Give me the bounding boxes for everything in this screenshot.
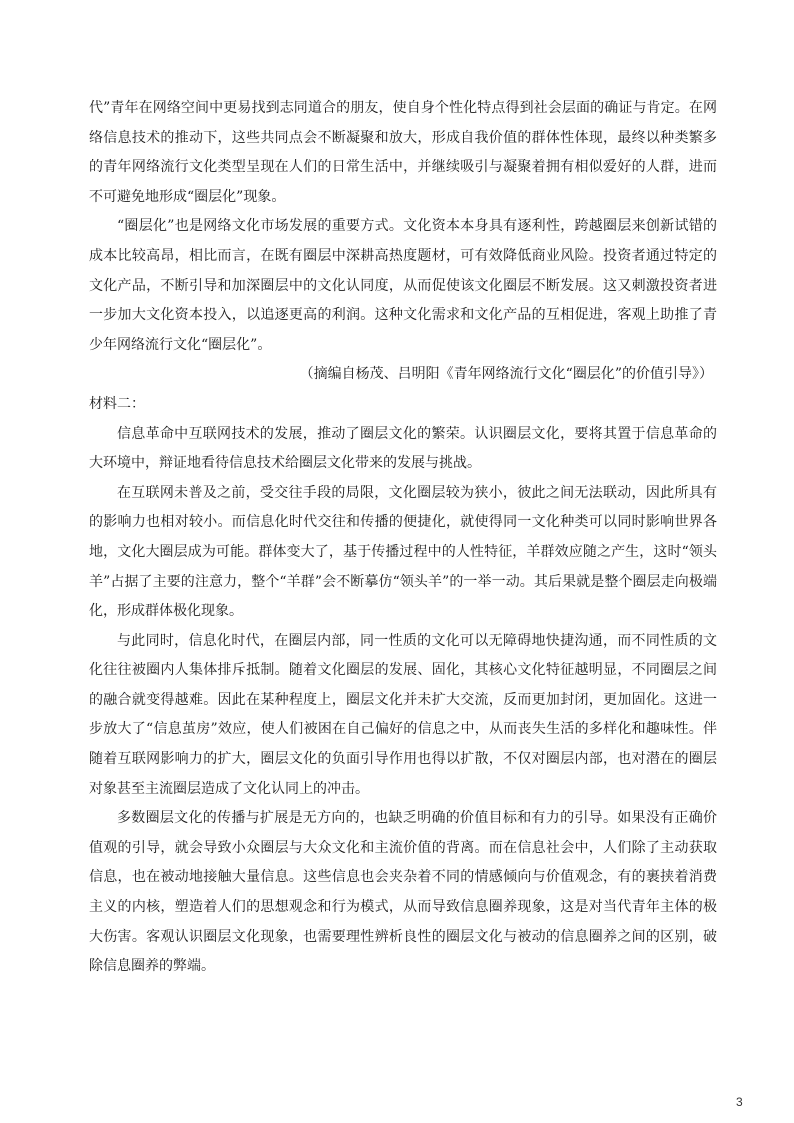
paragraph-continued: 代”青年在网络空间中更易找到志同道合的朋友，使自身个性化特点得到社会层面的确证与肯定。在网络信息技术的推动下，这些共同点会不断凝聚和放大，形成自我价值的群体性体现，最终以种类繁多的青年网络流行文化类型呈现在人们的日常生活中，并继续吸引与凝聚着拥有相似爱好的人群，进而不可避免地形成“圈层化”现象。 bbox=[89, 100, 717, 205]
material-two-label: 材料二： bbox=[89, 395, 145, 412]
page-number: 3 bbox=[736, 1095, 743, 1109]
paragraph-guidance: 多数圈层文化的传播与扩展是无方向的，也缺乏明确的价值目标和有力的引导。如果没有正确价值观的引导，就会导致小众圈层与大众文化和主流价值的背离。而在信息社会中，人们除了主动获取信息，也在被动地接触大量信息。这些信息也会夹杂着不同的情感倾向与价值观念，有的裹挟着消费主义的内核，塑造着人们的思想观念和行为模式，从而导致信息圈养现象，这是对当代青年主体的极大伤害。客观认识圈层文化现象，也需要理性辨析良性的圈层文化与被动的信息圈养之间的区别，破除信息圈养的弊端。 bbox=[89, 810, 717, 975]
document-body bbox=[89, 94, 717, 982]
paragraph-meanwhile: 与此同时，信息化时代，在圈层内部，同一性质的文化可以无障碍地快捷沟通，而不同性质的文化往往被圈内人集体排斥抵制。随着文化圈层的发展、固化，其核心文化特征越明显，不同圈层之间的融合就变得越难。因此在某种程度上，圈层文化并未扩大交流，反而更加封闭，更加固化。这进一步放大了“信息茧房”效应，使人们被困在自己偏好的信息之中，从而丧失生活的多样化和趣味性。伴随着互联网影响力的扩大，圈层文化的负面引导作用也得以扩散，不仅对圈层内部，也对潜在的圈层对象甚至主流圈层造成了文化认同上的冲击。 bbox=[89, 632, 717, 797]
paragraph-info-revolution: 信息革命中互联网技术的发展，推动了圈层文化的繁荣。认识圈层文化，要将其置于信息革命的大环境中，辩证地看待信息技术给圈层文化带来的发展与挑战。 bbox=[89, 425, 717, 472]
paragraph-before-internet: 在互联网未普及之前，受交往手段的局限，文化圈层较为狭小，彼此之间无法联动，因此所具有的影响力也相对较小。而信息化时代交往和传播的便捷化，就使得同一文化种类可以同时影响世界各地，文化大圈层成为可能。群体变大了，基于传播过程中的人性特征，羊群效应随之产生，这时“领头羊”占据了主要的注意力，整个“羊群”会不断摹仿“领头羊”的一举一动。其后果就是整个圈层走向极端化，形成群体极化现象。 bbox=[89, 484, 717, 620]
paragraph-circle-market: “圈层化”也是网络文化市场发展的重要方式。文化资本本身具有逐利性，跨越圈层来创新试错的成本比较高昂，相比而言，在既有圈层中深耕高热度题材，可有效降低商业风险。投资者通过特定的文化产品，不断引导和加深圈层中的文化认同度，从而促使该文化圈层不断发展。这又刺激投资者进一步加大文化资本投入，以追逐更高的利润。这种文化需求和文化产品的互相促进，客观上助推了青少年网络流行文化“圈层化”。 bbox=[89, 218, 717, 353]
source-citation: （摘编自杨茂、吕明阳《青年网络流行文化“圈层化”的价值引导》） bbox=[299, 366, 713, 383]
